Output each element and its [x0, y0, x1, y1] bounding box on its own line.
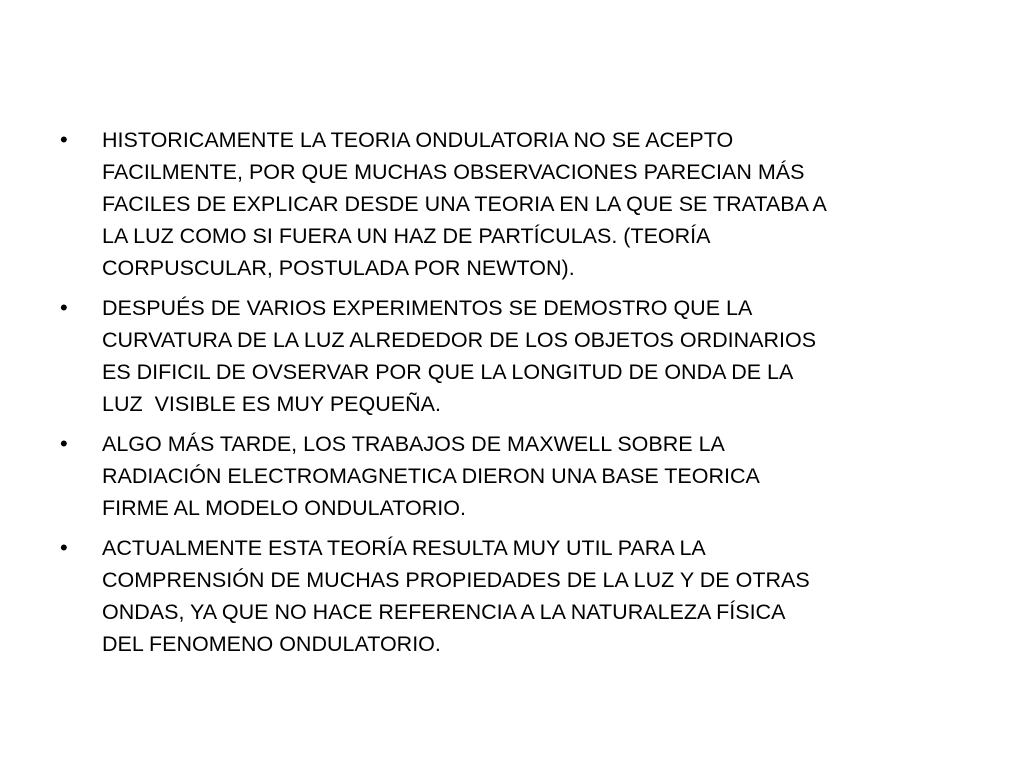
bullet-text: HISTORICAMENTE LA TEORIA ONDULATORIA NO SE ACEPTO FACILMENTE, POR QUE MUCHAS OBSERVACIONES PARECIAN MÁS FACILES DE EXPLICAR DESDE UNA TEORIA EN LA QUE SE TRATABA A LA LUZ COMO SI FUERA UN HAZ DE PARTÍCULAS. (TEORÍA CORPUSCULAR, POSTULADA POR NEWTON).	[102, 128, 827, 280]
bullet-dot-icon: •	[60, 535, 68, 560]
bullet-item	[60, 428, 980, 524]
bullet-item	[60, 292, 980, 420]
bullet-item	[60, 532, 980, 660]
bullet-text: ACTUALMENTE ESTA TEORÍA RESULTA MUY UTIL PARA LA COMPRENSIÓN DE MUCHAS PROPIEDADES DE LA LUZ Y DE OTRAS ONDAS, YA QUE NO HACE REFERENCIA A LA NATURALEZA FÍSICA DEL FENOMENO ONDULATORIO.	[102, 536, 810, 656]
bullet-dot-icon: •	[60, 295, 68, 320]
bullet-dot-icon: •	[60, 431, 68, 456]
bullet-list	[60, 124, 980, 668]
bullet-text: ALGO MÁS TARDE, LOS TRABAJOS DE MAXWELL SOBRE LA RADIACIÓN ELECTROMAGNETICA DIERON UNA BASE TEORICA FIRME AL MODELO ONDULATORIO.	[102, 432, 760, 520]
bullet-text: DESPUÉS DE VARIOS EXPERIMENTOS SE DEMOSTRO QUE LA CURVATURA DE LA LUZ ALREDEDOR DE LOS OBJETOS ORDINARIOS ES DIFICIL DE OVSERVAR POR QUE LA LONGITUD DE ONDA DE LA LUZ VISIBLE ES MUY PEQUEÑA.	[102, 296, 817, 416]
bullet-item	[60, 124, 980, 284]
bullet-dot-icon: •	[60, 127, 68, 152]
